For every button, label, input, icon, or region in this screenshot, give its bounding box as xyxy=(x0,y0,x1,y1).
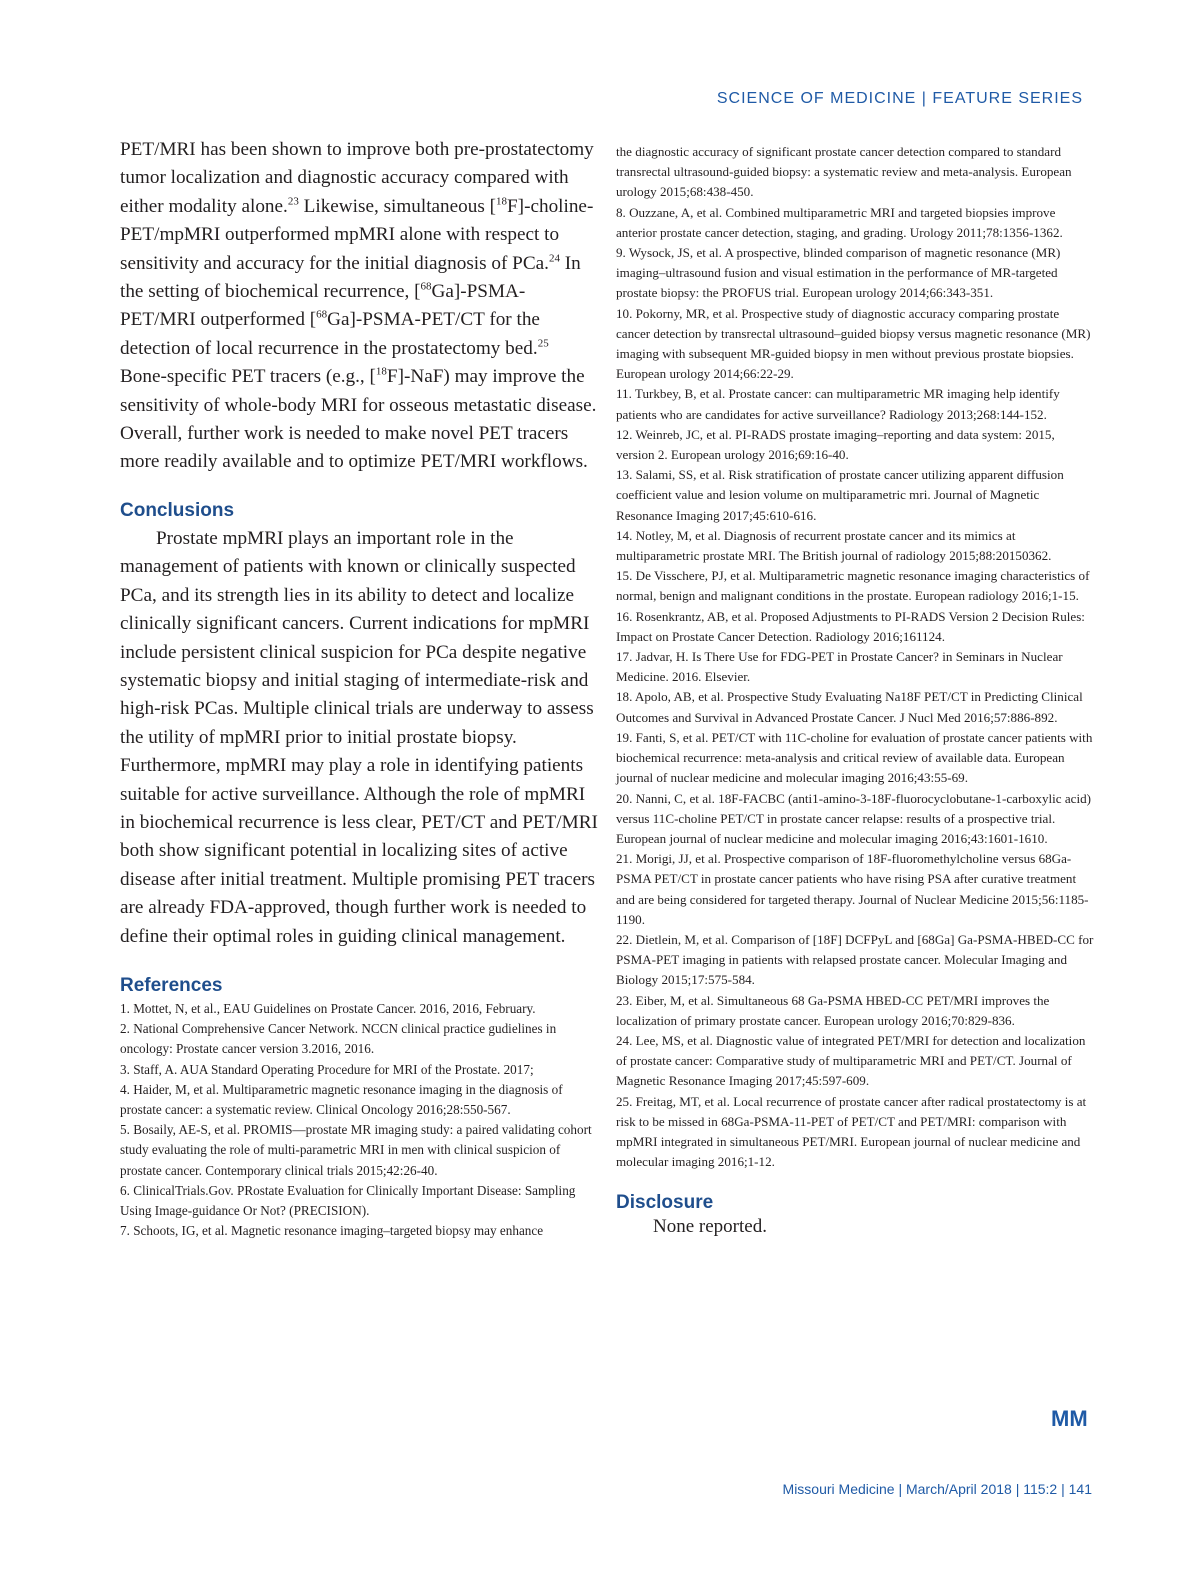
isotope-superscript: 18 xyxy=(375,365,387,378)
reference-item: 2. National Comprehensive Cancer Network. NCCN clinical practice gudielines in oncology: Prostate cancer version 3.2016, 2016. xyxy=(120,1021,557,1057)
reference-item: 17. Jadvar, H. Is There Use for FDG-PET in Prostate Cancer? in Seminars in Nuclear Medicine. 2016. Elsevier. xyxy=(616,649,1063,685)
reference-item: 4. Haider, M, et al. Multiparametric magnetic resonance imaging in the diagnosis of prostate cancer: a systematic review. Clinical Oncology 2016;28:550-567. xyxy=(120,1081,563,1117)
mm-logo: MM xyxy=(1051,1406,1088,1431)
reference-item: 19. Fanti, S, et al. PET/CT with 11C-choline for evaluation of prostate cancer patients with biochemical recurrence: meta-analysis and critical review of available data. European journal of nuclear medicine and molecular imaging 2016;43:55-69. xyxy=(616,729,1093,786)
body-text: F]-choline-PET/mpMRI outperformed mpMRI alone with respect to sensitivity and accuracy for the initial diagnosis of PCa. xyxy=(120,195,594,274)
body-text: Ga]-PSMA-PET/MRI outperformed [ xyxy=(120,281,526,331)
reference-item: the diagnostic accuracy of significant prostate cancer detection compared to standard transrectal ultrasound-guided biopsy: a systematic review and meta-analysis. European urology 2015;68:438-450. xyxy=(616,144,1072,200)
reference-item: 3. Staff, A. AUA Standard Operating Procedure for MRI of the Prostate. 2017; xyxy=(120,1061,534,1077)
page-footer: Missouri Medicine | March/April 2018 | 115:2 | 141 xyxy=(782,1481,1092,1497)
reference-item: 13. Salami, SS, et al. Risk stratification of prostate cancer utilizing apparent diffusion coefficient value and lesion volume on multiparametric mri. Journal of Magnetic Resonance Imaging 2017;45:610-616. xyxy=(616,467,1064,523)
reference-item: 25. Freitag, MT, et al. Local recurrence of prostate cancer after radical prostatectomy is at risk to be missed in 68Ga-PSMA-11-PET of PET/CT and PET/MRI: comparison with mpMRI integrated in simultaneous PET/MRI. European journal of nuclear medicine and molecular imaging 2016;1-12. xyxy=(616,1093,1087,1170)
body-text: Likewise, simultaneous [ xyxy=(298,195,497,217)
reference-item: 15. De Visschere, PJ, et al. Multiparametric magnetic resonance imaging characteristics of normal, benign and malignant conditions in the prostate. European radiology 2016;1-15. xyxy=(616,568,1090,604)
isotope-superscript: 68 xyxy=(316,309,328,322)
citation-superscript: 24 xyxy=(548,252,560,265)
reference-item: 21. Morigi, JJ, et al. Prospective comparison of 18F-fluoromethylcholine versus 68Ga-PSMA PET/CT in prostate cancer patients who have rising PSA after curative treatment and are being considered for targeted therapy. Journal of Nuclear Medicine 2015;56:1185-1190. xyxy=(616,851,1089,927)
disclosure-heading: Disclosure xyxy=(616,1192,714,1214)
reference-item: 5. Bosaily, AE-S, et al. PROMIS—prostate MR imaging study: a paired validating cohort study evaluating the role of multi-parametric MRI in men with clinical suspicion of prostate cancer. Contemporary clinical trials 2015;42:26-40. xyxy=(120,1122,592,1178)
reference-item: 24. Lee, MS, et al. Diagnostic value of integrated PET/MRI for detection and localization of prostate cancer: Comparative study of multiparametric MRI and PET/CT. Journal of Magnetic Resonance Imaging 2017;45:597-609. xyxy=(616,1032,1086,1089)
reference-item: 8. Ouzzane, A, et al. Combined multiparametric MRI and targeted biopsies improve anterior prostate cancer detection, staging, and grading. Urology 2011;78:1356-1362. xyxy=(616,204,1063,240)
reference-item: 11. Turkbey, B, et al. Prostate cancer: can multiparametric MR imaging help identify patients who are candidates for active surveillance? Radiology 2013;268:144-152. xyxy=(616,386,1060,422)
reference-item: 20. Nanni, C, et al. 18F-FACBC (anti1-amino-3-18F-fluorocyclobutane-1-carboxylic acid) versus 11C-choline PET/CT in prostate cancer relapse: results of a prospective trial. European journal of nuclear medicine and molecular imaging 2016;43:1601-1610. xyxy=(616,790,1092,846)
reference-item: 1. Mottet, N, et al., EAU Guidelines on Prostate Cancer. 2016, 2016, February. xyxy=(120,1000,536,1016)
reference-item: 7. Schoots, IG, et al. Magnetic resonance imaging–targeted biopsy may enhance xyxy=(120,1223,544,1239)
body-text: Ga]-PSMA-PET/CT for the detection of local recurrence in the prostatectomy bed. xyxy=(120,309,540,359)
conclusions-heading: Conclusions xyxy=(120,499,235,521)
reference-item: 14. Notley, M, et al. Diagnosis of recurrent prostate cancer and its mimics at multiparametric prostate MRI. The British journal of radiology 2015;88:20150362. xyxy=(616,527,1052,564)
running-header: SCIENCE OF MEDICINE | FEATURE SERIES xyxy=(716,90,1083,107)
body-text: PET/MRI has been shown to improve both pre-prostatectomy tumor localization and diagnostic accuracy compared with either modality alone. xyxy=(120,139,594,217)
body-text: Bone-specific PET tracers (e.g., [ xyxy=(120,366,376,388)
disclosure-text: None reported. xyxy=(653,1216,767,1238)
reference-item: 12. Weinreb, JC, et al. PI-RADS prostate imaging–reporting and data system: 2015, version 2. European urology 2016;69:16-40. xyxy=(616,426,1055,463)
citation-superscript: 25 xyxy=(537,337,549,350)
reference-item: 9. Wysock, JS, et al. A prospective, blinded comparison of magnetic resonance (MR) imaging–ultrasound fusion and visual estimation in the performance of MR-targeted prostate biopsy: the PROFUS trial. European urology 2014;66:343-351. xyxy=(616,245,1061,301)
reference-item: 23. Eiber, M, et al. Simultaneous 68 Ga-PSMA HBED-CC PET/MRI improves the localization of primary prostate cancer. European urology 2016;70:829-836. xyxy=(616,992,1050,1028)
body-paragraph xyxy=(120,136,600,477)
reference-item: 16. Rosenkrantz, AB, et al. Proposed Adjustments to PI-RADS Version 2 Decision Rules: Impact on Prostate Cancer Detection. Radiology 2016;161124. xyxy=(616,608,1085,644)
left-column xyxy=(120,136,600,1241)
conclusions-paragraph: Prostate mpMRI plays an important role in the management of patients with known or clinically suspected PCa, and its strength lies in its ability to detect and localize clinically significant cancers. Current indications for mpMRI include persistent clinical suspicion for PCa despite negative systematic biopsy and initial staging of intermediate-risk and high-risk PCas. Multiple clinical trials are underway to assess the utility of mpMRI prior to initial prostate biopsy. Furthermore, mpMRI may play a role in identifying patients suitable for active surveillance. Although the role of mpMRI in biochemical recurrence is less clear, PET/CT and PET/MRI both show significant potential in localizing sites of active disease after initial treatment. Multiple promising PET tracers are already FDA-approved, though further work is needed to define their optimal roles in guiding clinical management. xyxy=(120,527,598,947)
reference-list-right xyxy=(616,142,1094,1172)
isotope-superscript: 68 xyxy=(420,280,432,293)
body-text: In the setting of biochemical recurrence, [ xyxy=(120,252,581,303)
right-column xyxy=(616,142,1094,1240)
reference-list-left xyxy=(120,999,600,1241)
reference-item: 6. ClinicalTrials.Gov. PRostate Evaluation for Clinically Important Disease: Sampling Using Image-guidance Or Not? (PRECISION). xyxy=(120,1182,576,1218)
references-heading: References xyxy=(120,974,223,996)
citation-superscript: 23 xyxy=(287,195,299,208)
reference-item: 18. Apolo, AB, et al. Prospective Study Evaluating Na18F PET/CT in Predicting Clinical Outcomes and Survival in Advanced Prostate Cancer. J Nucl Med 2016;57:886-892. xyxy=(616,689,1083,725)
reference-item: 10. Pokorny, MR, et al. Prospective study of diagnostic accuracy comparing prostate cancer detection by transrectal ultrasound–guided biopsy versus magnetic resonance (MR) imaging with subsequent MR-guided biopsy in men without previous prostate biopsies. European urology 2014;66:22-29. xyxy=(616,305,1091,382)
isotope-superscript: 18 xyxy=(496,195,508,208)
reference-item: 22. Dietlein, M, et al. Comparison of [18F] DCFPyL and [68Ga] Ga-PSMA-HBED-CC for PSMA-PET imaging in patients with relapsed prostate cancer. Molecular Imaging and Biology 2015;17:575-584. xyxy=(616,931,1094,988)
body-text: F]-NaF) may improve the sensitivity of whole-body MRI for osseous metastatic disease. Overall, further work is needed to make novel PET tracers more readily available and to optimize PET/MRI workflows. xyxy=(120,366,597,473)
